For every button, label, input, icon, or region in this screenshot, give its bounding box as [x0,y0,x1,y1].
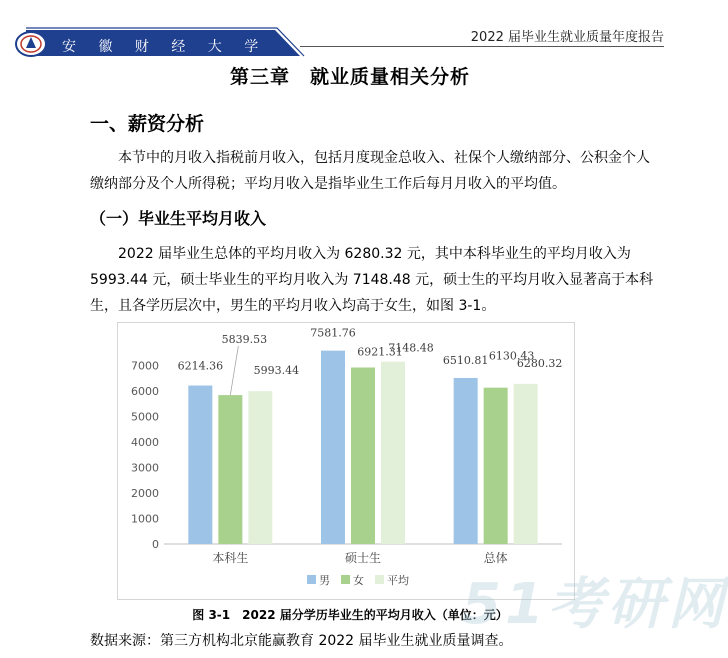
x-category-label: 硕士生 [344,551,382,565]
intro-paragraph [90,145,650,197]
y-tick-label: 5000 [131,410,159,424]
data-label: 6510.81 [442,353,489,367]
bar-女-1 [351,368,375,544]
body-line-2: 5993.44 元，硕士毕业生的平均月收入为 7148.48 元，硕士生的平均月收入显著高于本科 [90,272,654,288]
x-category-label: 总体 [483,551,508,565]
intro-line-1: 本节中的月收入指税前月收入，包括月度现金总收入、社保个人缴纳部分、公积金个人 [118,150,650,166]
data-label-leader [230,346,238,395]
figure-caption: 图 3-1 2022 届分学历毕业生的平均月收入（单位：元） [192,608,508,622]
report-title: 2022 届毕业生就业质量年度报告 [470,30,664,45]
subsection-title: （一）毕业生平均月收入 [90,209,267,228]
intro-line-2: 缴纳部分及个人所得税；平均月收入是指毕业生工作后每月月收入的平均值。 [90,176,566,192]
legend-swatch-男 [307,575,316,584]
y-tick-label: 1000 [131,512,159,526]
bar-男-0 [188,386,212,544]
body-line-3: 生，且各学历层次中，男生的平均月收入均高于女生，如图 3-1。 [90,298,496,314]
school-name: 安 徽 财 经 大 学 [62,39,268,55]
bar-男-1 [321,351,345,544]
header-underline [300,46,664,47]
bar-女-2 [484,388,508,544]
y-tick-label: 6000 [131,385,159,398]
data-label: 6130.43 [488,349,535,363]
bar-平均-1 [381,362,405,544]
section-title: 一、薪资分析 [90,113,205,135]
body-line-1: 2022 届毕业生总体的平均月收入为 6280.32 元，其中本科毕业生的平均月收入为 [118,246,631,262]
data-label: 6280.32 [516,356,563,370]
income-bar-chart [117,322,575,600]
y-tick-label: 2000 [131,487,159,500]
data-label: 5993.44 [253,364,300,378]
legend-label: 平均 [387,574,409,587]
bar-平均-0 [248,391,272,544]
legend-label: 男 [319,574,330,587]
legend-label: 女 [353,574,364,587]
body-paragraph [90,241,654,319]
data-source-note: 数据来源：第三方机构北京能赢教育 2022 届毕业生就业质量调查。 [90,633,513,649]
legend-swatch-平均 [375,575,384,584]
y-tick-label: 7000 [131,359,159,373]
data-label: 6214.36 [177,359,224,373]
data-label: 7581.76 [310,326,356,340]
university-logo-icon [14,30,48,58]
x-category-label: 本科生 [212,551,249,565]
bar-女-0 [218,395,242,544]
data-label: 6921.31 [357,345,403,359]
y-tick-label: 3000 [131,461,159,475]
bar-平均-2 [514,384,538,544]
header-band [0,0,700,56]
bar-男-2 [454,378,478,544]
data-label: 5839.53 [221,333,268,347]
legend-swatch-女 [341,575,350,584]
y-tick-label: 0 [152,538,159,551]
watermark: 51考研网 [462,572,728,637]
y-tick-label: 4000 [131,436,159,449]
data-label: 7148.48 [388,341,434,355]
chapter-title: 第三章 就业质量相关分析 [229,66,470,88]
